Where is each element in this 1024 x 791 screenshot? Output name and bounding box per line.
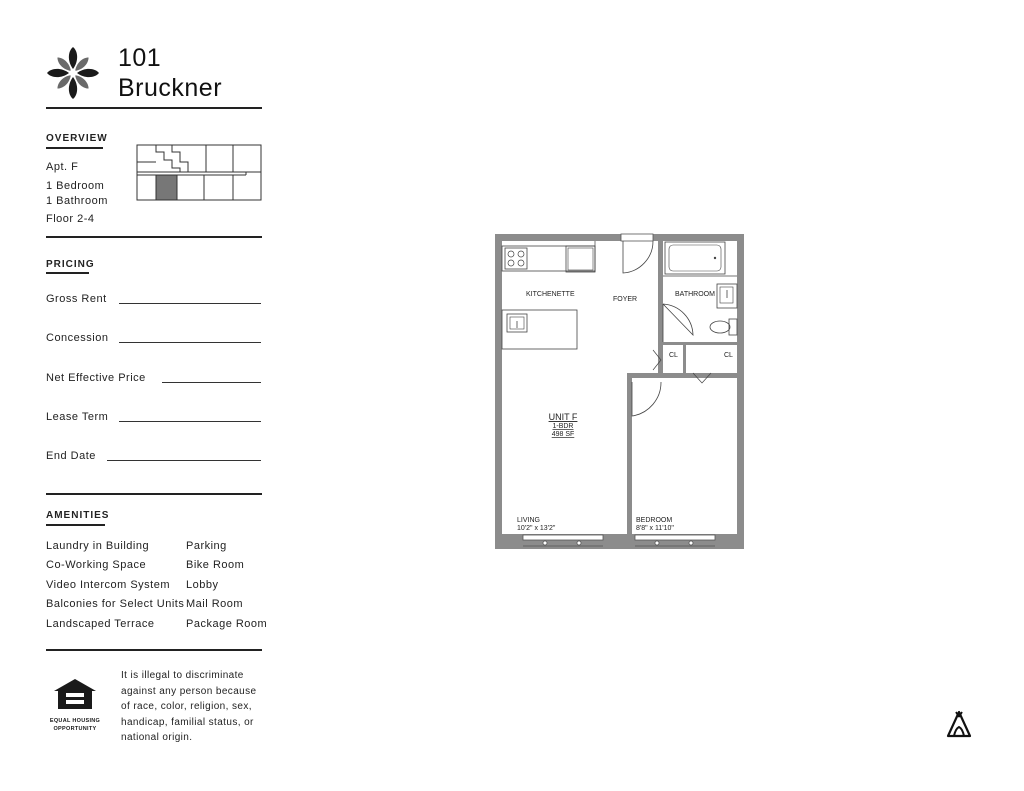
bedroom-label: BEDROOM (636, 517, 673, 524)
living-dimensions: 10'2" x 13'2" (517, 525, 556, 532)
overview-heading: OVERVIEW (46, 133, 108, 144)
bathroom-label: BATHROOM (675, 291, 715, 298)
amenity-item: Package Room (186, 618, 268, 630)
unit-area: 498 SF (551, 431, 575, 438)
building-title-line1: 101 (118, 44, 162, 72)
bedroom-dimensions: 8'8" x 11'10" (636, 525, 674, 532)
amenity-item: Laundry in Building (46, 540, 150, 552)
amenity-item: Mail Room (186, 598, 244, 610)
disclaimer-line: national origin. (121, 732, 193, 743)
equal-housing-label-line1: EQUAL HOUSING (49, 718, 101, 724)
flower-logo-icon (46, 46, 100, 100)
amenity-item: Balconies for Select Units (46, 598, 185, 610)
foyer-label: FOYER (613, 296, 638, 303)
bedroom-wall-top (627, 373, 737, 378)
disclaimer-line: handicap, familial status, or (121, 716, 254, 728)
amenities-heading: AMENITIES (46, 510, 110, 521)
closet-divider (683, 345, 686, 373)
amenity-item: Video Intercom System (46, 579, 171, 591)
floor-label: Floor 2-4 (46, 213, 95, 225)
pricing-underline (46, 272, 89, 274)
end-date-label: End Date (46, 450, 96, 462)
concession-field[interactable] (119, 342, 261, 343)
bedroom-wall (627, 373, 632, 549)
amenity-item: Lobby (186, 579, 219, 591)
equal-housing-icon (52, 677, 98, 711)
kitchenette-label: KITCHENETTE (526, 291, 575, 298)
disclaimer-line: against any person because (121, 685, 257, 697)
concession-label: Concession (46, 332, 109, 344)
bath-wall (658, 241, 663, 374)
lease-term-label: Lease Term (46, 411, 109, 423)
disclaimer-line: It is illegal to discriminate (121, 670, 244, 681)
amenity-item: Parking (186, 540, 227, 552)
gross-rent-field[interactable] (119, 303, 261, 304)
amenities-underline (46, 524, 105, 526)
equal-housing-label-line2: OPPORTUNITY (53, 726, 97, 732)
building-title-line2: Bruckner (118, 74, 223, 102)
net-effective-price-label: Net Effective Price (46, 372, 146, 384)
pricing-heading: PRICING (46, 259, 95, 270)
closet-label: CL (669, 352, 678, 359)
amenity-item: Bike Room (186, 559, 245, 571)
divider (46, 649, 262, 651)
lease-term-field[interactable] (119, 421, 261, 422)
amenity-item: Co-Working Space (46, 559, 147, 571)
divider (46, 236, 262, 238)
amenity-item: Landscaped Terrace (46, 618, 155, 630)
unit-type: 1-BDR (552, 423, 574, 430)
gross-rent-label: Gross Rent (46, 293, 107, 305)
bedrooms-label: 1 Bedroom (46, 180, 105, 192)
apartment-label: Apt. F (46, 161, 79, 173)
living-label: LIVING (517, 517, 540, 524)
disclaimer-line: of race, color, religion, sex, (121, 701, 252, 712)
floor-plan (493, 232, 746, 552)
unit-name: UNIT F (548, 412, 578, 422)
tent-logo-icon (946, 710, 972, 738)
closet-label: CL (724, 352, 733, 359)
overview-underline (46, 147, 103, 149)
fair-housing-disclaimer (121, 668, 281, 746)
end-date-field[interactable] (107, 460, 261, 461)
bathrooms-label: 1 Bathroom (46, 195, 108, 207)
net-effective-price-field[interactable] (162, 382, 261, 383)
bath-bottom-wall (663, 342, 737, 345)
divider (46, 107, 262, 109)
keyplan (136, 144, 263, 202)
divider (46, 493, 262, 495)
